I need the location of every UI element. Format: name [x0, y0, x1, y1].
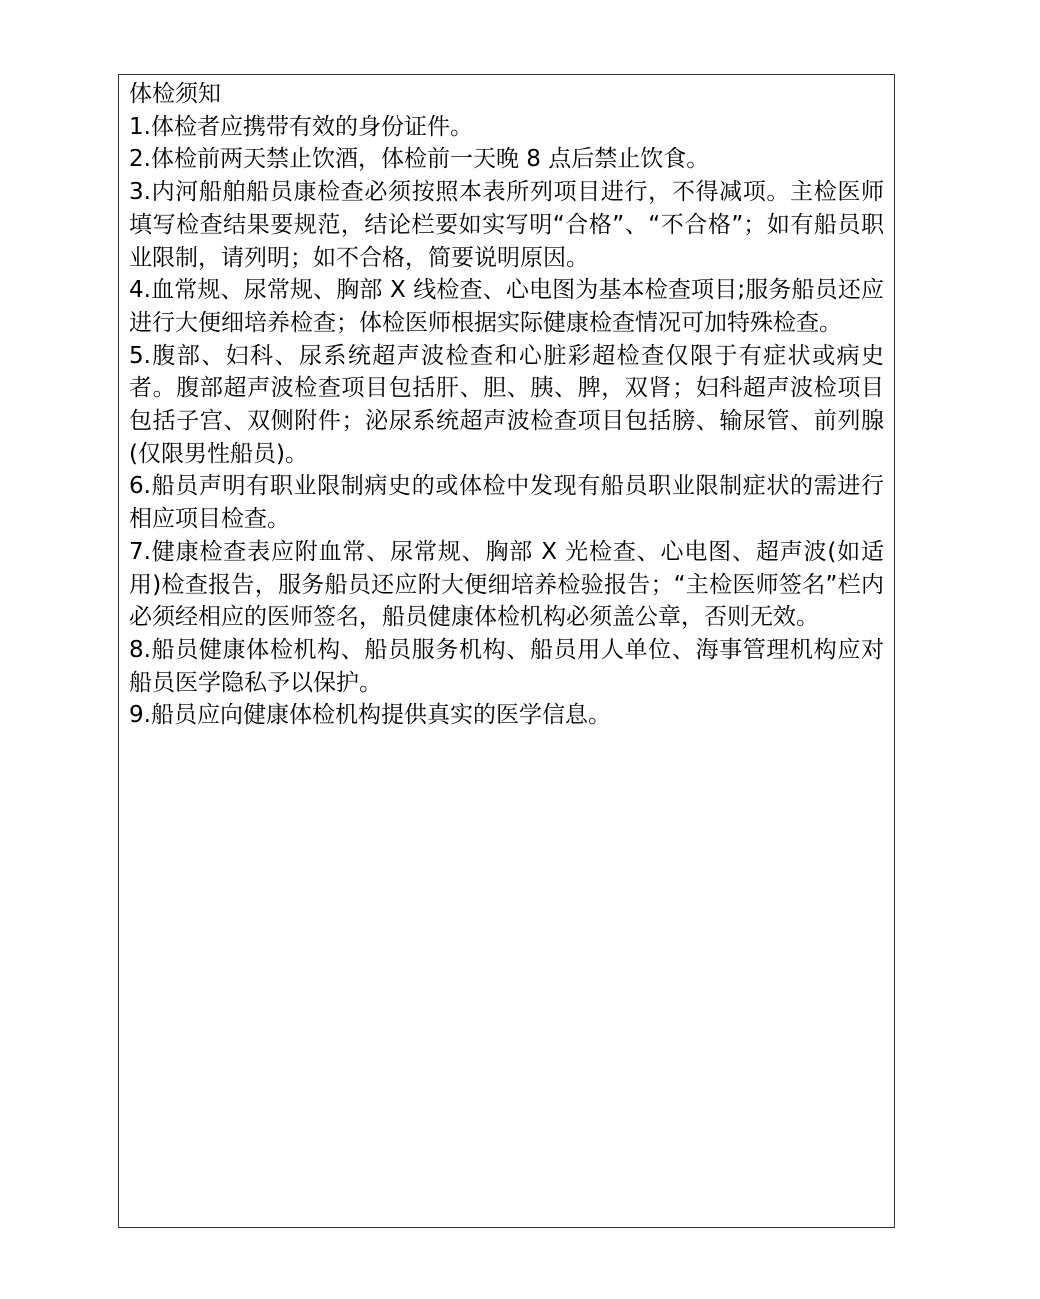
notice-item-4: 4.血常规、尿常规、胸部 X 线检查、心电图为基本检查项目;服务船员还应进行大便细培养检查；体检医师根据实际健康检查情况可加特殊检查。 [129, 277, 884, 336]
notice-item-5: 5.腹部、妇科、尿系统超声波检查和心脏彩超检查仅限于有症状或病史者。腹部超声波检查项目包括肝、胆、胰、脾，双肾；妇科超声波检项目包括子宫、双侧附件；泌尿系统超声波检查项目包括膀、输尿管、前列腺(仅限男性船员)。 [129, 342, 884, 467]
notice-item-2: 2.体检前两天禁止饮酒，体检前一天晚 8 点后禁止饮食。 [129, 146, 710, 173]
notice-box [118, 74, 895, 1228]
notice-title: 体检须知 [129, 81, 221, 107]
notice-item-9: 9.船员应向健康体检机构提供真实的医学信息。 [129, 702, 611, 729]
notice-item-3: 3.内河船舶船员康检查必须按照本表所列项目进行，不得减项。主检医师填写检查结果要规范，结论栏要如实写明“合格”、“不合格”；如有船员职业限制，请列明；如不合格，简要说明原因。 [129, 179, 884, 271]
notice-item-1: 1.体检者应携带有效的身份证件。 [129, 113, 473, 140]
notice-item-8: 8.船员健康体检机构、船员服务机构、船员用人单位、海事管理机构应对船员医学隐私予以保护。 [129, 636, 884, 696]
notice-item-6: 6.船员声明有职业限制病史的或体检中发现有船员职业限制症状的需进行相应项目检查。 [129, 473, 884, 533]
notice-item-7: 7.健康检查表应附血常、尿常规、胸部 X 光检查、心电图、超声波(如适用)检查报告，服务船员还应附大便细培养检验报告；“主检医师签名”栏内必须经相应的医师签名，船员健康体检机构必须盖公章，否则无效。 [129, 538, 884, 631]
